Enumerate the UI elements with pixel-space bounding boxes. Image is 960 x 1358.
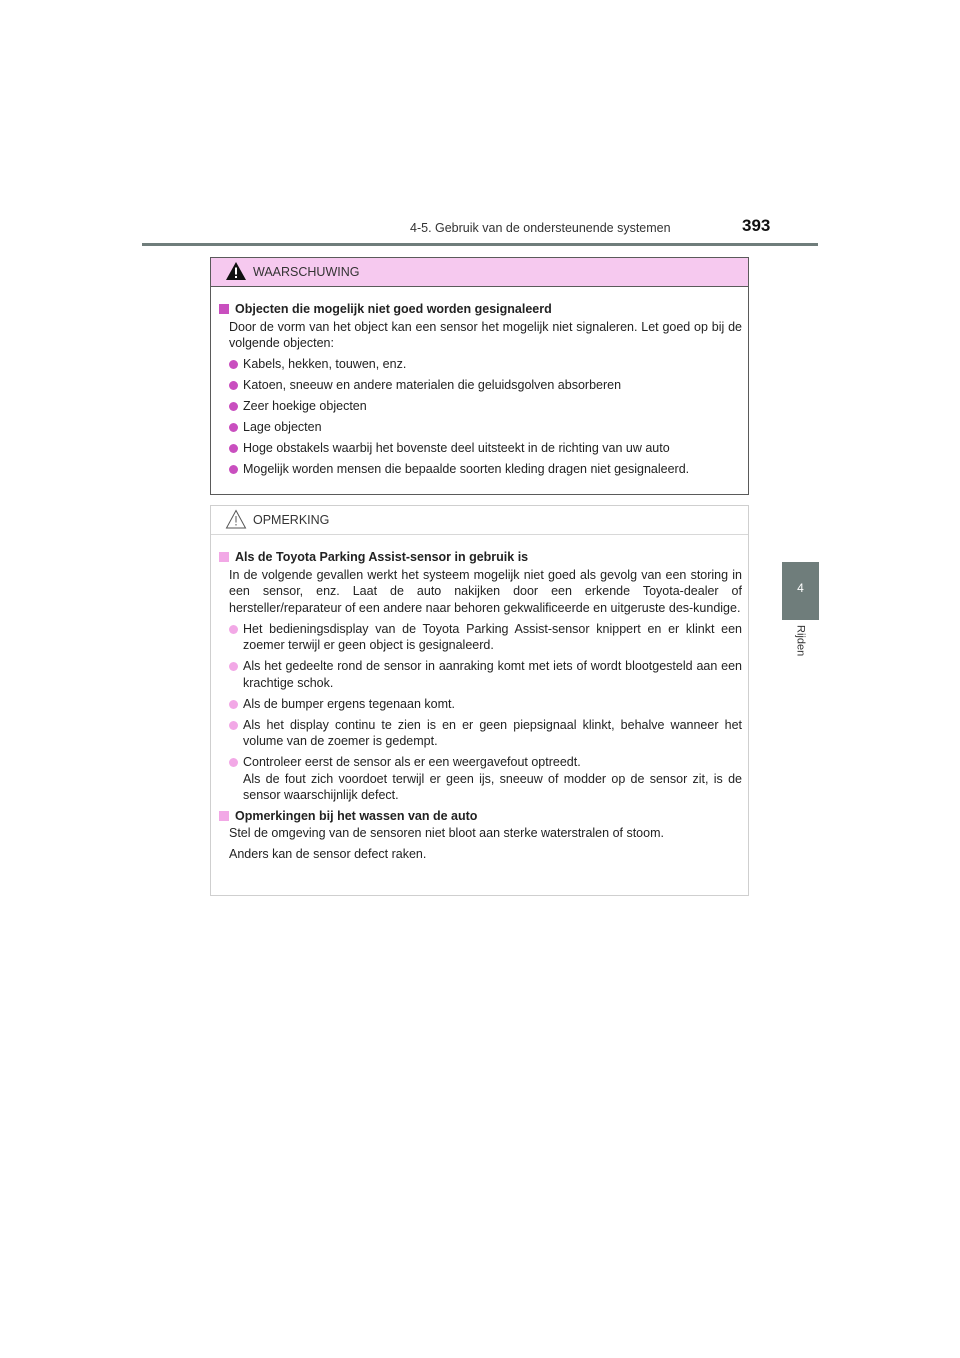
bullet-icon (229, 360, 238, 369)
list-item: Katoen, sneeuw en andere materialen die geluidsgolven absorberen (219, 377, 742, 394)
list-item: Mogelijk worden mensen die bepaalde soorten kleding dragen niet gesignaleerd. (219, 461, 742, 478)
chapter-tab: 4 (782, 562, 819, 620)
warning-title: WAARSCHUWING (253, 265, 360, 279)
bullet-icon (229, 662, 238, 671)
square-bullet-icon (219, 304, 229, 314)
warning-intro: Door de vorm van het object kan een sensor het mogelijk niet signaleren. Let goed op bij de volgende objecten: (229, 319, 742, 350)
list-item: Lage objecten (219, 419, 742, 436)
bullet-icon (229, 721, 238, 730)
bullet-icon (229, 381, 238, 390)
list-item: Hoge obstakels waarbij het bovenste deel uitsteekt in de richting van uw auto (219, 440, 742, 457)
bullet-icon (229, 423, 238, 432)
list-item: Als het gedeelte rond de sensor in aanraking komt met iets of wordt blootgesteld aan een krachtige schok. (219, 658, 742, 691)
notice-heading-1: Als de Toyota Parking Assist-sensor in gebruik is (219, 549, 742, 566)
caution-triangle-icon (225, 509, 247, 529)
warning-heading: Objecten die mogelijk niet goed worden gesignaleerd (219, 301, 742, 318)
list-item-line: Als de fout zich voordoet terwijl er geen ijs, sneeuw of modder op de sensor zit, is de sensor waarschijnlijk defect. (243, 771, 742, 802)
section-title: 4-5. Gebruik van de ondersteunende systemen (410, 221, 671, 235)
notice-heading-2: Opmerkingen bij het wassen van de auto (219, 808, 742, 825)
bullet-icon (229, 700, 238, 709)
bullet-icon (229, 758, 238, 767)
chapter-label: Rijden (794, 625, 807, 657)
bullet-icon (229, 402, 238, 411)
list-item: Als de bumper ergens tegenaan komt. (219, 696, 742, 713)
square-bullet-icon (219, 552, 229, 562)
notice-paragraph: Stel de omgeving van de sensoren niet bloot aan sterke waterstralen of stoom. (229, 826, 664, 840)
list-item: Kabels, hekken, touwen, enz. (219, 356, 742, 373)
list-item: Zeer hoekige objecten (219, 398, 742, 415)
page-number: 393 (742, 216, 771, 235)
notice-intro: In de volgende gevallen werkt het systeem mogelijk niet goed als gevolg van een storing in een sensor, enz. Laat de auto nakijken door een erkende Toyota-dealer of hersteller/reparateur of een andere naar behoren gekwalificeerde en uitgeruste des-kundige. (229, 567, 742, 615)
warning-header (211, 258, 748, 287)
header-divider (142, 243, 818, 246)
list-item: Als het display continu te zien is en er geen piepsignaal klinkt, behalve wanneer het volume van de zoemer is gedempt. (219, 717, 742, 750)
notice-box (210, 505, 749, 896)
notice-title: OPMERKING (253, 513, 330, 527)
square-bullet-icon (219, 811, 229, 821)
list-item-line: Controleer eerst de sensor als er een weergavefout optreedt. (243, 755, 581, 769)
warning-box (210, 257, 749, 495)
notice-paragraph: Anders kan de sensor defect raken. (229, 846, 427, 861)
list-item (219, 754, 742, 804)
bullet-icon (229, 444, 238, 453)
list-item: Het bedieningsdisplay van de Toyota Parking Assist-sensor knippert en er klinkt een zoemer terwijl er geen object is gesignaleerd. (219, 621, 742, 654)
warning-triangle-icon (225, 261, 247, 281)
notice-header (211, 506, 748, 535)
bullet-icon (229, 625, 238, 634)
bullet-icon (229, 465, 238, 474)
